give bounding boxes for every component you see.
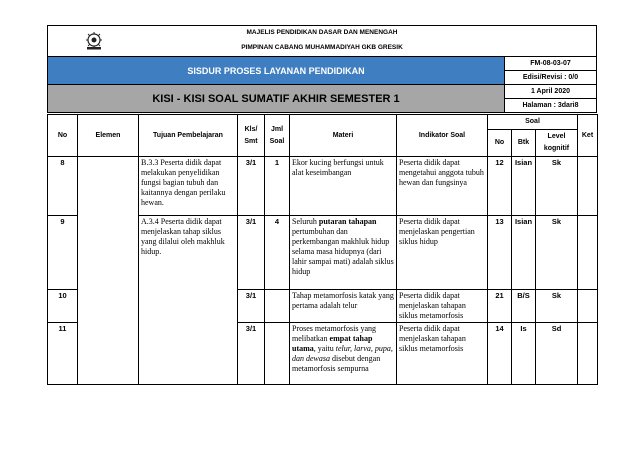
document-date: 1 April 2020 (505, 85, 597, 99)
indikator-cell: Peserta didik dapat mengetahui anggota tubuh hewan dan fungsinya (397, 157, 488, 216)
col-kls-smt: Kls/ Smt (238, 115, 265, 157)
jml-cell: 1 (265, 157, 290, 216)
materi-cell (290, 216, 397, 290)
btk-cell: Is (512, 323, 536, 385)
sisdur-banner: SISDUR PROSES LAYANAN PENDIDIKAN (48, 57, 505, 85)
kls-cell: 3/1 (238, 323, 265, 385)
kisi-kisi-table (47, 114, 598, 385)
tujuan-cell: A.3.4 Peserta didik dapat menjelaskan tahap siklus yang dilalui oleh makhluk hidup. (139, 216, 238, 385)
col-soal-no: No (488, 130, 512, 157)
col-tujuan: Tujuan Pembelajaran (139, 115, 238, 157)
kls-cell: 3/1 (238, 216, 265, 290)
materi-italic-text: telur, larva, pupa, dan dewasa (292, 344, 393, 363)
level-cell: Sk (536, 216, 578, 290)
materi-bold-text: empat tahap utama (292, 334, 373, 353)
materi-cell: Tahap metamorfosis katak yang pertama adalah telur (290, 290, 397, 323)
form-number: FM-08-03-07 (505, 57, 597, 71)
indikator-cell: Peserta didik dapat menjelaskan tahapan siklus metamorfosis (397, 290, 488, 323)
ket-cell (578, 290, 598, 323)
kls-cell: 3/1 (238, 290, 265, 323)
soal-no-cell: 21 (488, 290, 512, 323)
row-no: 8 (48, 157, 78, 216)
soal-no-cell: 12 (488, 157, 512, 216)
document-title: KISI - KISI SOAL SUMATIF AKHIR SEMESTER 1 (48, 85, 505, 113)
jml-cell (265, 323, 290, 385)
level-cell: Sk (536, 290, 578, 323)
materi-text: disebut dengan metamorfosis sempurna (292, 354, 381, 373)
org-line-2: PIMPINAN CABANG MUHAMMADIYAH GKB GRESIK (241, 44, 403, 51)
tujuan-cell: B.3.3 Peserta didik dapat melakukan penyelidikan fungsi bagian tubuh dan kaitannya dengan perilaku hewan. (139, 157, 238, 216)
organization-block (48, 26, 597, 57)
materi-text: pertumbuhan dan perkembangan makhluk hidup selama masa hidupnya (dari lahir sampai mati) adalah siklus hidup (292, 227, 394, 276)
ket-cell (578, 157, 598, 216)
row-no: 9 (48, 216, 78, 290)
indikator-cell: Peserta didik dapat menjelaskan pengertian siklus hidup (397, 216, 488, 290)
kls-cell: 3/1 (238, 157, 265, 216)
ket-cell (578, 216, 598, 290)
soal-no-cell: 14 (488, 323, 512, 385)
ket-cell (578, 323, 598, 385)
materi-text: Seluruh (292, 217, 319, 226)
soal-no-cell: 13 (488, 216, 512, 290)
col-level: Level kognitif (536, 130, 578, 157)
page-number: Halaman : 3dari8 (505, 99, 597, 113)
edition-revision: Edisi/Revisi : 0/0 (505, 71, 597, 85)
col-jml-soal: Jml Soal (265, 115, 290, 157)
elemen-cell (78, 157, 139, 385)
btk-cell: Isian (512, 216, 536, 290)
materi-cell (290, 323, 397, 385)
jml-cell: 4 (265, 216, 290, 290)
col-elemen: Elemen (78, 115, 139, 157)
materi-text: , yaitu (313, 344, 336, 353)
col-soal-group: Soal (488, 115, 578, 130)
col-materi: Materi (290, 115, 397, 157)
level-cell: Sd (536, 323, 578, 385)
level-cell: Sk (536, 157, 578, 216)
col-no: No (48, 115, 78, 157)
col-btk: Btk (512, 130, 536, 157)
table-row (48, 157, 598, 216)
org-line-1: MAJELIS PENDIDIKAN DASAR DAN MENENGAH (246, 29, 398, 36)
col-indikator: Indikator Soal (397, 115, 488, 157)
document-header (47, 25, 597, 113)
row-no: 10 (48, 290, 78, 323)
indikator-cell: Peserta didik dapat menjelaskan tahapan siklus metamorfosis (397, 323, 488, 385)
btk-cell: B/S (512, 290, 536, 323)
materi-bold-text: putaran tahapan (318, 217, 377, 226)
row-no: 11 (48, 323, 78, 385)
table-header-row (48, 115, 598, 130)
materi-text: Proses metamorfosis yang melibatkan (292, 324, 376, 343)
col-ket: Ket (578, 115, 598, 157)
jml-cell (265, 290, 290, 323)
btk-cell: Isian (512, 157, 536, 216)
materi-cell: Ekor kucing berfungsi untuk alat keseimbangan (290, 157, 397, 216)
